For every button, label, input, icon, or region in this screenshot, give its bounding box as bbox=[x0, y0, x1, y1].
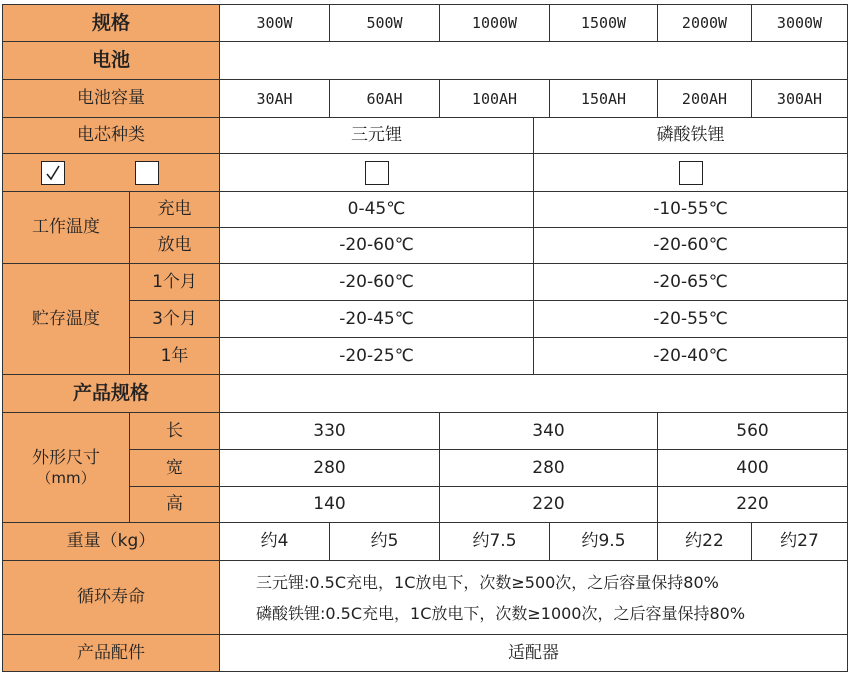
storage-1year-ternary: -20-25℃ bbox=[220, 338, 534, 375]
checkbox-ternary-cell bbox=[220, 154, 534, 192]
weight-1000w: 约7.5 bbox=[440, 523, 550, 561]
spec-table bbox=[2, 4, 848, 672]
power-1000w: 1000W bbox=[440, 4, 550, 42]
discharge-label: 放电 bbox=[130, 228, 220, 264]
capacity-200ah: 200AH bbox=[658, 80, 752, 118]
power-2000w: 2000W bbox=[658, 4, 752, 42]
checkmark-icon bbox=[44, 164, 62, 182]
work-temp-charge-lfp: -10-55℃ bbox=[534, 192, 848, 228]
storage-period-1year: 1年 bbox=[130, 338, 220, 375]
width-value-3: 400 bbox=[658, 450, 848, 487]
dimensions-label bbox=[2, 413, 130, 523]
cycle-life-lfp: 磷酸铁锂:0.5C充电，1C放电下，次数≥1000次，之后容量保持80% bbox=[256, 603, 746, 623]
accessories-value: 适配器 bbox=[220, 635, 848, 672]
power-1500w: 1500W bbox=[550, 4, 658, 42]
power-300w: 300W bbox=[220, 4, 330, 42]
product-section-blank bbox=[220, 375, 848, 413]
width-value-1: 280 bbox=[220, 450, 440, 487]
power-500w: 500W bbox=[330, 4, 440, 42]
storage-period-3months: 3个月 bbox=[130, 301, 220, 338]
cell-type-lfp: 磷酸铁锂 bbox=[534, 118, 848, 154]
height-value-3: 220 bbox=[658, 487, 848, 523]
length-value-1: 330 bbox=[220, 413, 440, 450]
cycle-life-label: 循环寿命 bbox=[2, 561, 220, 635]
storage-1month-ternary: -20-60℃ bbox=[220, 264, 534, 301]
capacity-300ah: 300AH bbox=[752, 80, 848, 118]
height-value-2: 220 bbox=[440, 487, 658, 523]
power-3000w: 3000W bbox=[752, 4, 848, 42]
storage-3months-lfp: -20-55℃ bbox=[534, 301, 848, 338]
height-value-1: 140 bbox=[220, 487, 440, 523]
battery-section-label: 电池 bbox=[2, 42, 220, 80]
width-label: 宽 bbox=[130, 450, 220, 487]
weight-300w: 约4 bbox=[220, 523, 330, 561]
weight-label: 重量（kg） bbox=[2, 523, 220, 561]
checkbox-row-label bbox=[2, 154, 220, 192]
cell-type-ternary: 三元锂 bbox=[220, 118, 534, 154]
accessories-label: 产品配件 bbox=[2, 635, 220, 672]
work-temp-charge-ternary: 0-45℃ bbox=[220, 192, 534, 228]
storage-1year-lfp: -20-40℃ bbox=[534, 338, 848, 375]
capacity-100ah: 100AH bbox=[440, 80, 550, 118]
length-value-2: 340 bbox=[440, 413, 658, 450]
product-section-label: 产品规格 bbox=[2, 375, 220, 413]
cycle-life-values bbox=[220, 561, 848, 635]
weight-2000w: 约22 bbox=[658, 523, 752, 561]
checkbox-checked[interactable] bbox=[41, 161, 65, 185]
capacity-60ah: 60AH bbox=[330, 80, 440, 118]
checkbox-lfp[interactable] bbox=[679, 161, 703, 185]
weight-3000w: 约27 bbox=[752, 523, 848, 561]
capacity-label: 电池容量 bbox=[2, 80, 220, 118]
capacity-30ah: 30AH bbox=[220, 80, 330, 118]
battery-section-blank bbox=[220, 42, 848, 80]
dimensions-label-line1: 外形尺寸 bbox=[32, 448, 100, 469]
storage-period-1month: 1个月 bbox=[130, 264, 220, 301]
checkbox-unchecked[interactable] bbox=[135, 161, 159, 185]
weight-1500w: 约9.5 bbox=[550, 523, 658, 561]
storage-1month-lfp: -20-65℃ bbox=[534, 264, 848, 301]
length-value-3: 560 bbox=[658, 413, 848, 450]
cycle-life-ternary: 三元锂:0.5C充电，1C放电下，次数≥500次，之后容量保持80% bbox=[256, 572, 719, 592]
work-temp-label: 工作温度 bbox=[2, 192, 130, 264]
height-label: 高 bbox=[130, 487, 220, 523]
cell-type-label: 电芯种类 bbox=[2, 118, 220, 154]
storage-3months-ternary: -20-45℃ bbox=[220, 301, 534, 338]
checkbox-ternary[interactable] bbox=[365, 161, 389, 185]
checkbox-lfp-cell bbox=[534, 154, 848, 192]
dimensions-label-line2: （mm） bbox=[36, 468, 96, 487]
width-value-2: 280 bbox=[440, 450, 658, 487]
charge-label: 充电 bbox=[130, 192, 220, 228]
work-temp-discharge-lfp: -20-60℃ bbox=[534, 228, 848, 264]
length-label: 长 bbox=[130, 413, 220, 450]
storage-temp-label: 贮存温度 bbox=[2, 264, 130, 375]
work-temp-discharge-ternary: -20-60℃ bbox=[220, 228, 534, 264]
weight-500w: 约5 bbox=[330, 523, 440, 561]
capacity-150ah: 150AH bbox=[550, 80, 658, 118]
spec-header-label: 规格 bbox=[2, 4, 220, 42]
